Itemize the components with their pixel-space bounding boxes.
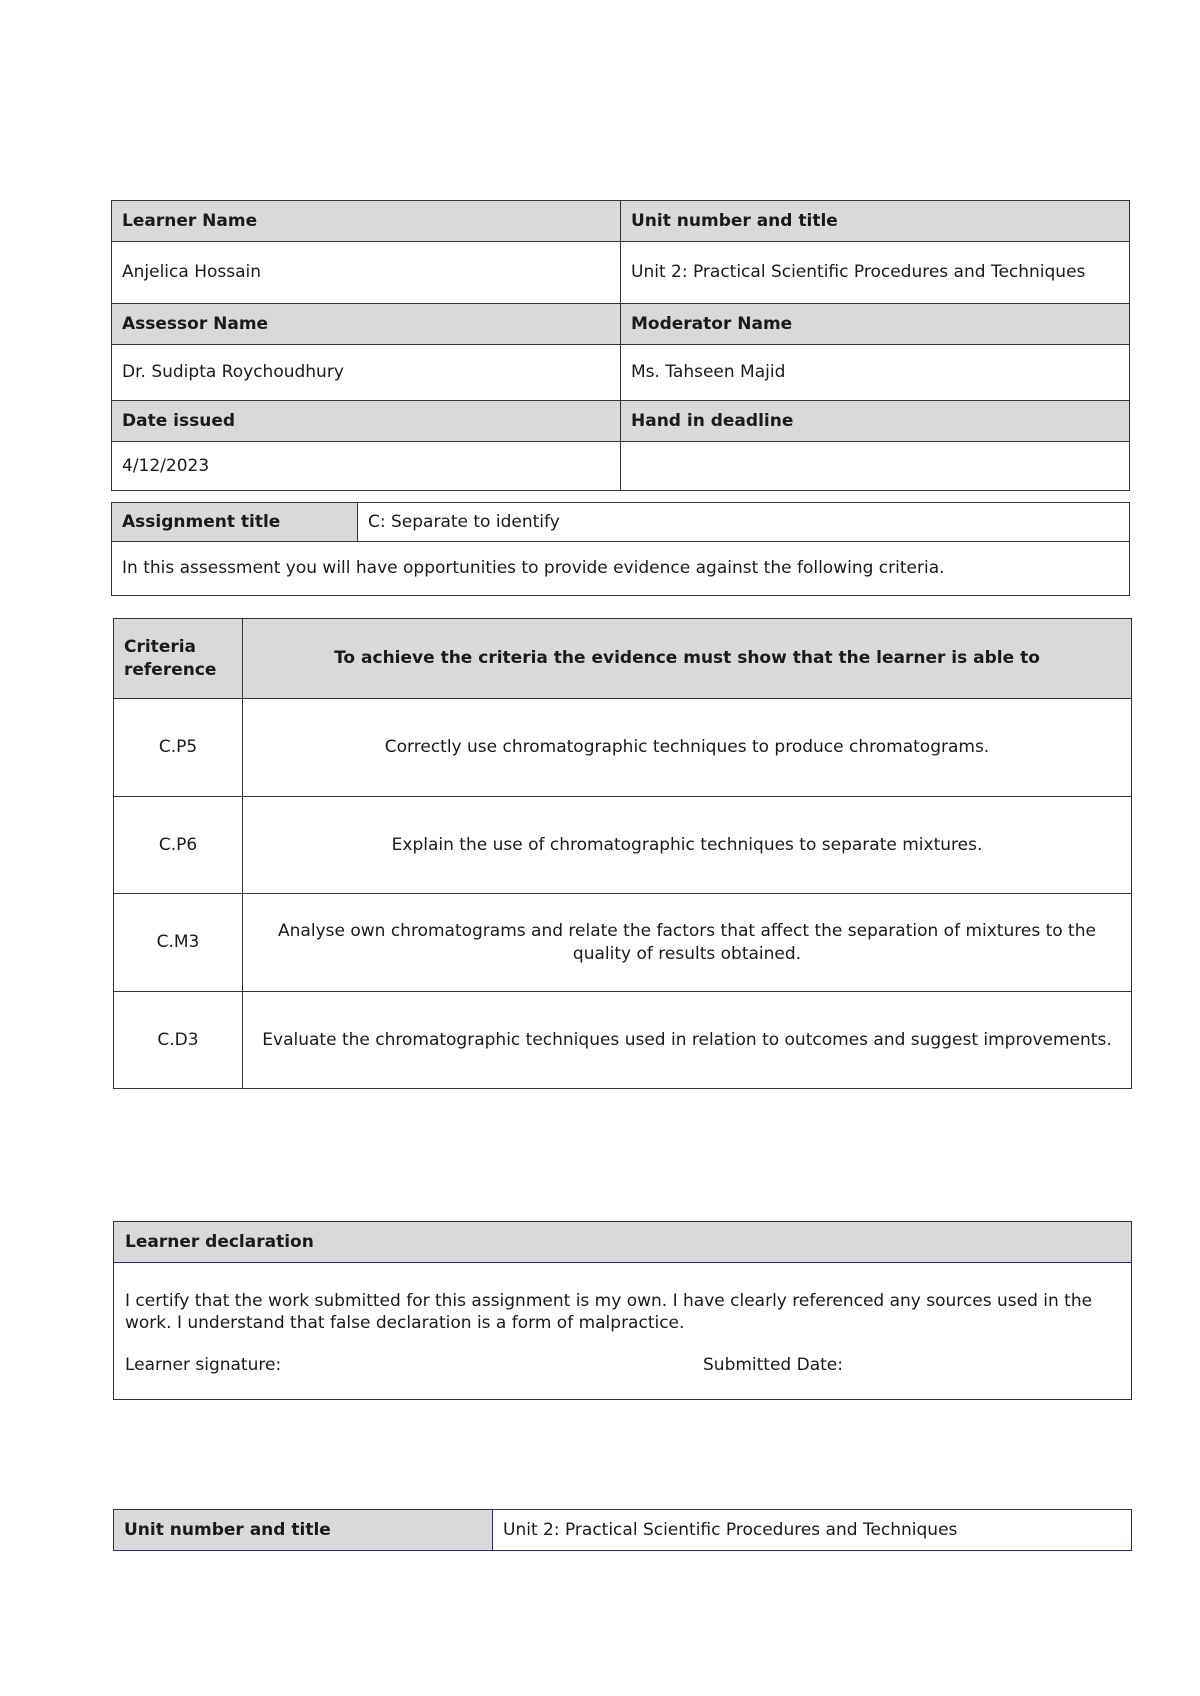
unit-footer-table xyxy=(113,1509,1132,1551)
assignment-intro: In this assessment you will have opportunities to provide evidence against the following criteria. xyxy=(112,542,1130,596)
moderator-label: Moderator Name xyxy=(621,304,1130,345)
criteria-ref: C.P5 xyxy=(114,699,243,797)
criteria-ref: C.P6 xyxy=(114,797,243,894)
unit-label: Unit number and title xyxy=(621,201,1130,242)
criteria-ref: C.D3 xyxy=(114,992,243,1089)
criteria-ref-header: Criteria reference xyxy=(114,619,243,699)
unit-footer-value: Unit 2: Practical Scientific Procedures and Techniques xyxy=(493,1510,1132,1551)
learner-info-table xyxy=(111,200,1130,491)
criteria-row xyxy=(114,797,1132,894)
criteria-text: Analyse own chromatograms and relate the factors that affect the separation of mixtures to the quality of results obtained. xyxy=(243,894,1132,992)
assessor-label: Assessor Name xyxy=(112,304,621,345)
assessor-value: Dr. Sudipta Roychoudhury xyxy=(112,345,621,401)
moderator-value: Ms. Tahseen Majid xyxy=(621,345,1130,401)
deadline-value xyxy=(621,442,1130,491)
criteria-table xyxy=(113,618,1132,1089)
criteria-text: Correctly use chromatographic techniques to produce chromatograms. xyxy=(243,699,1132,797)
deadline-label: Hand in deadline xyxy=(621,401,1130,442)
criteria-row xyxy=(114,699,1132,797)
learner-name-value: Anjelica Hossain xyxy=(112,242,621,304)
date-issued-label: Date issued xyxy=(112,401,621,442)
learner-declaration-box xyxy=(113,1221,1132,1400)
criteria-text: Evaluate the chromatographic techniques used in relation to outcomes and suggest improvements. xyxy=(243,992,1132,1089)
learner-declaration-heading: Learner declaration xyxy=(114,1222,1131,1263)
submitted-date-label: Submitted Date: xyxy=(703,1355,843,1375)
learner-name-label: Learner Name xyxy=(112,201,621,242)
criteria-row xyxy=(114,992,1132,1089)
assignment-table xyxy=(111,502,1130,596)
criteria-text: Explain the use of chromatographic techniques to separate mixtures. xyxy=(243,797,1132,894)
learner-declaration-text: I certify that the work submitted for this assignment is my own. I have clearly referenced any sources used in the work. I understand that false declaration is a form of malpractice. xyxy=(125,1291,1093,1333)
date-issued-value: 4/12/2023 xyxy=(112,442,621,491)
assignment-title-value: C: Separate to identify xyxy=(358,503,1130,542)
criteria-ref: C.M3 xyxy=(114,894,243,992)
unit-footer-label: Unit number and title xyxy=(114,1510,493,1551)
criteria-row xyxy=(114,894,1132,992)
unit-value: Unit 2: Practical Scientific Procedures and Techniques xyxy=(621,242,1130,304)
learner-signature-label: Learner signature: xyxy=(125,1355,282,1375)
criteria-desc-header: To achieve the criteria the evidence must show that the learner is able to xyxy=(243,619,1132,699)
assignment-title-label: Assignment title xyxy=(112,503,358,542)
